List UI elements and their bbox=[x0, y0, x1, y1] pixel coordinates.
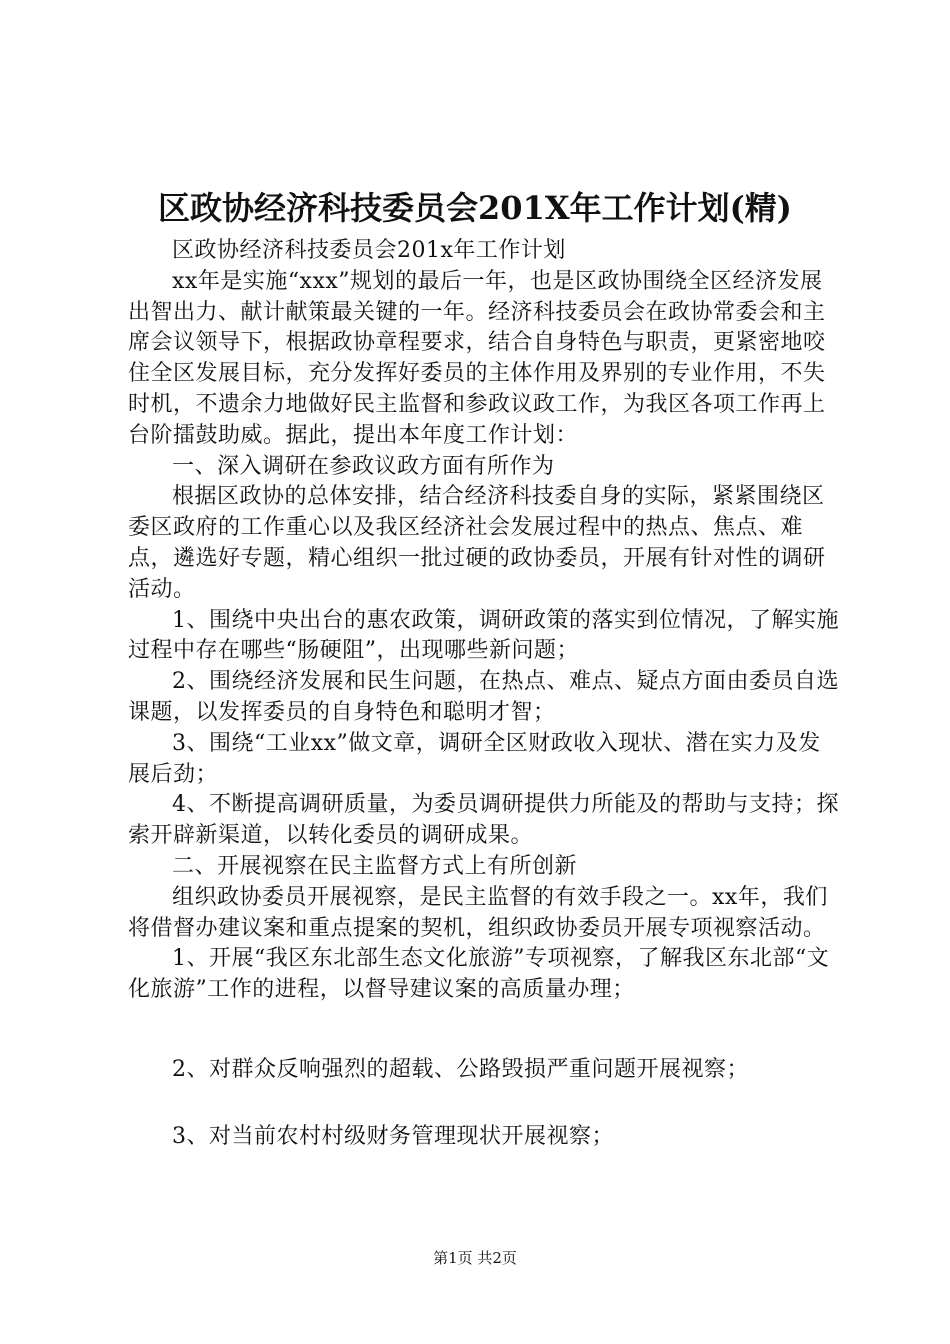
paragraph-subtitle: 区政协经济科技委员会201x年工作计划 bbox=[172, 238, 566, 263]
list-item: 3、对当前农村村级财务管理现状开展视察； bbox=[172, 1123, 614, 1149]
paragraph-section-1: 根据区政协的总体安排，结合经济科技委自身的实际，紧紧围绕区委区政府的工作重心以及我区经济社会发展过程中的热点、焦点、难点，遴选好专题，精心组织一批过硬的政协委员，开展有针对性的调研活动。 bbox=[128, 484, 826, 602]
section-heading-1: 一、深入调研在参政议政方面有所作为 bbox=[172, 453, 555, 479]
page-footer: 第1页 共2页 bbox=[433, 1249, 517, 1267]
list-item: 2、对群众反响强烈的超载、公路毁损严重问题开展视察； bbox=[172, 1056, 749, 1082]
list-item: 4、不断提高调研质量，为委员调研提供力所能及的帮助与支持；探索开辟新渠道，以转化委员的调研成果。 bbox=[128, 792, 839, 849]
list-item: 1、开展“我区东北部生态文化旅游”专项视察，了解我区东北部“文化旅游”工作的进程，以督导建议案的高质量办理； bbox=[128, 946, 830, 1003]
paragraph-intro: xx年是实施“xxx”规划的最后一年，也是区政协围绕全区经济发展出智出力、献计献策最关键的一年。经济科技委员会在政协常委会和主席会议领导下，根据政协章程要求，结合自身特色与职责，更紧密地咬住全区发展目标，充分发挥好委员的主体作用及界别的专业作用，不失时机，不遗余力地做好民主监督和参政议政工作，为我区各项工作再上台阶擂鼓助威。据此，提出本年度工作计划： bbox=[128, 268, 826, 448]
section-heading-2: 二、开展视察在民主监督方式上有所创新 bbox=[172, 853, 578, 879]
list-item: 2、围绕经济发展和民生问题，在热点、难点、疑点方面由委员自选课题，以发挥委员的自身特色和聪明才智； bbox=[128, 669, 839, 725]
document-body bbox=[128, 236, 840, 1153]
list-item: 3、围绕“工业xx”做文章，调研全区财政收入现状、潜在实力及发展后劲； bbox=[128, 730, 821, 787]
paragraph-section-2: 组织政协委员开展视察，是民主监督的有效手段之一。xx年，我们将借督办建议案和重点提案的契机，组织政协委员开展专项视察活动。 bbox=[128, 884, 828, 941]
list-item: 1、围绕中央出台的惠农政策，调研政策的落实到位情况，了解实施过程中存在哪些“肠硬阻”，出现哪些新问题； bbox=[128, 607, 839, 664]
document-title: 区政协经济科技委员会201X年工作计划(精) bbox=[158, 189, 792, 227]
